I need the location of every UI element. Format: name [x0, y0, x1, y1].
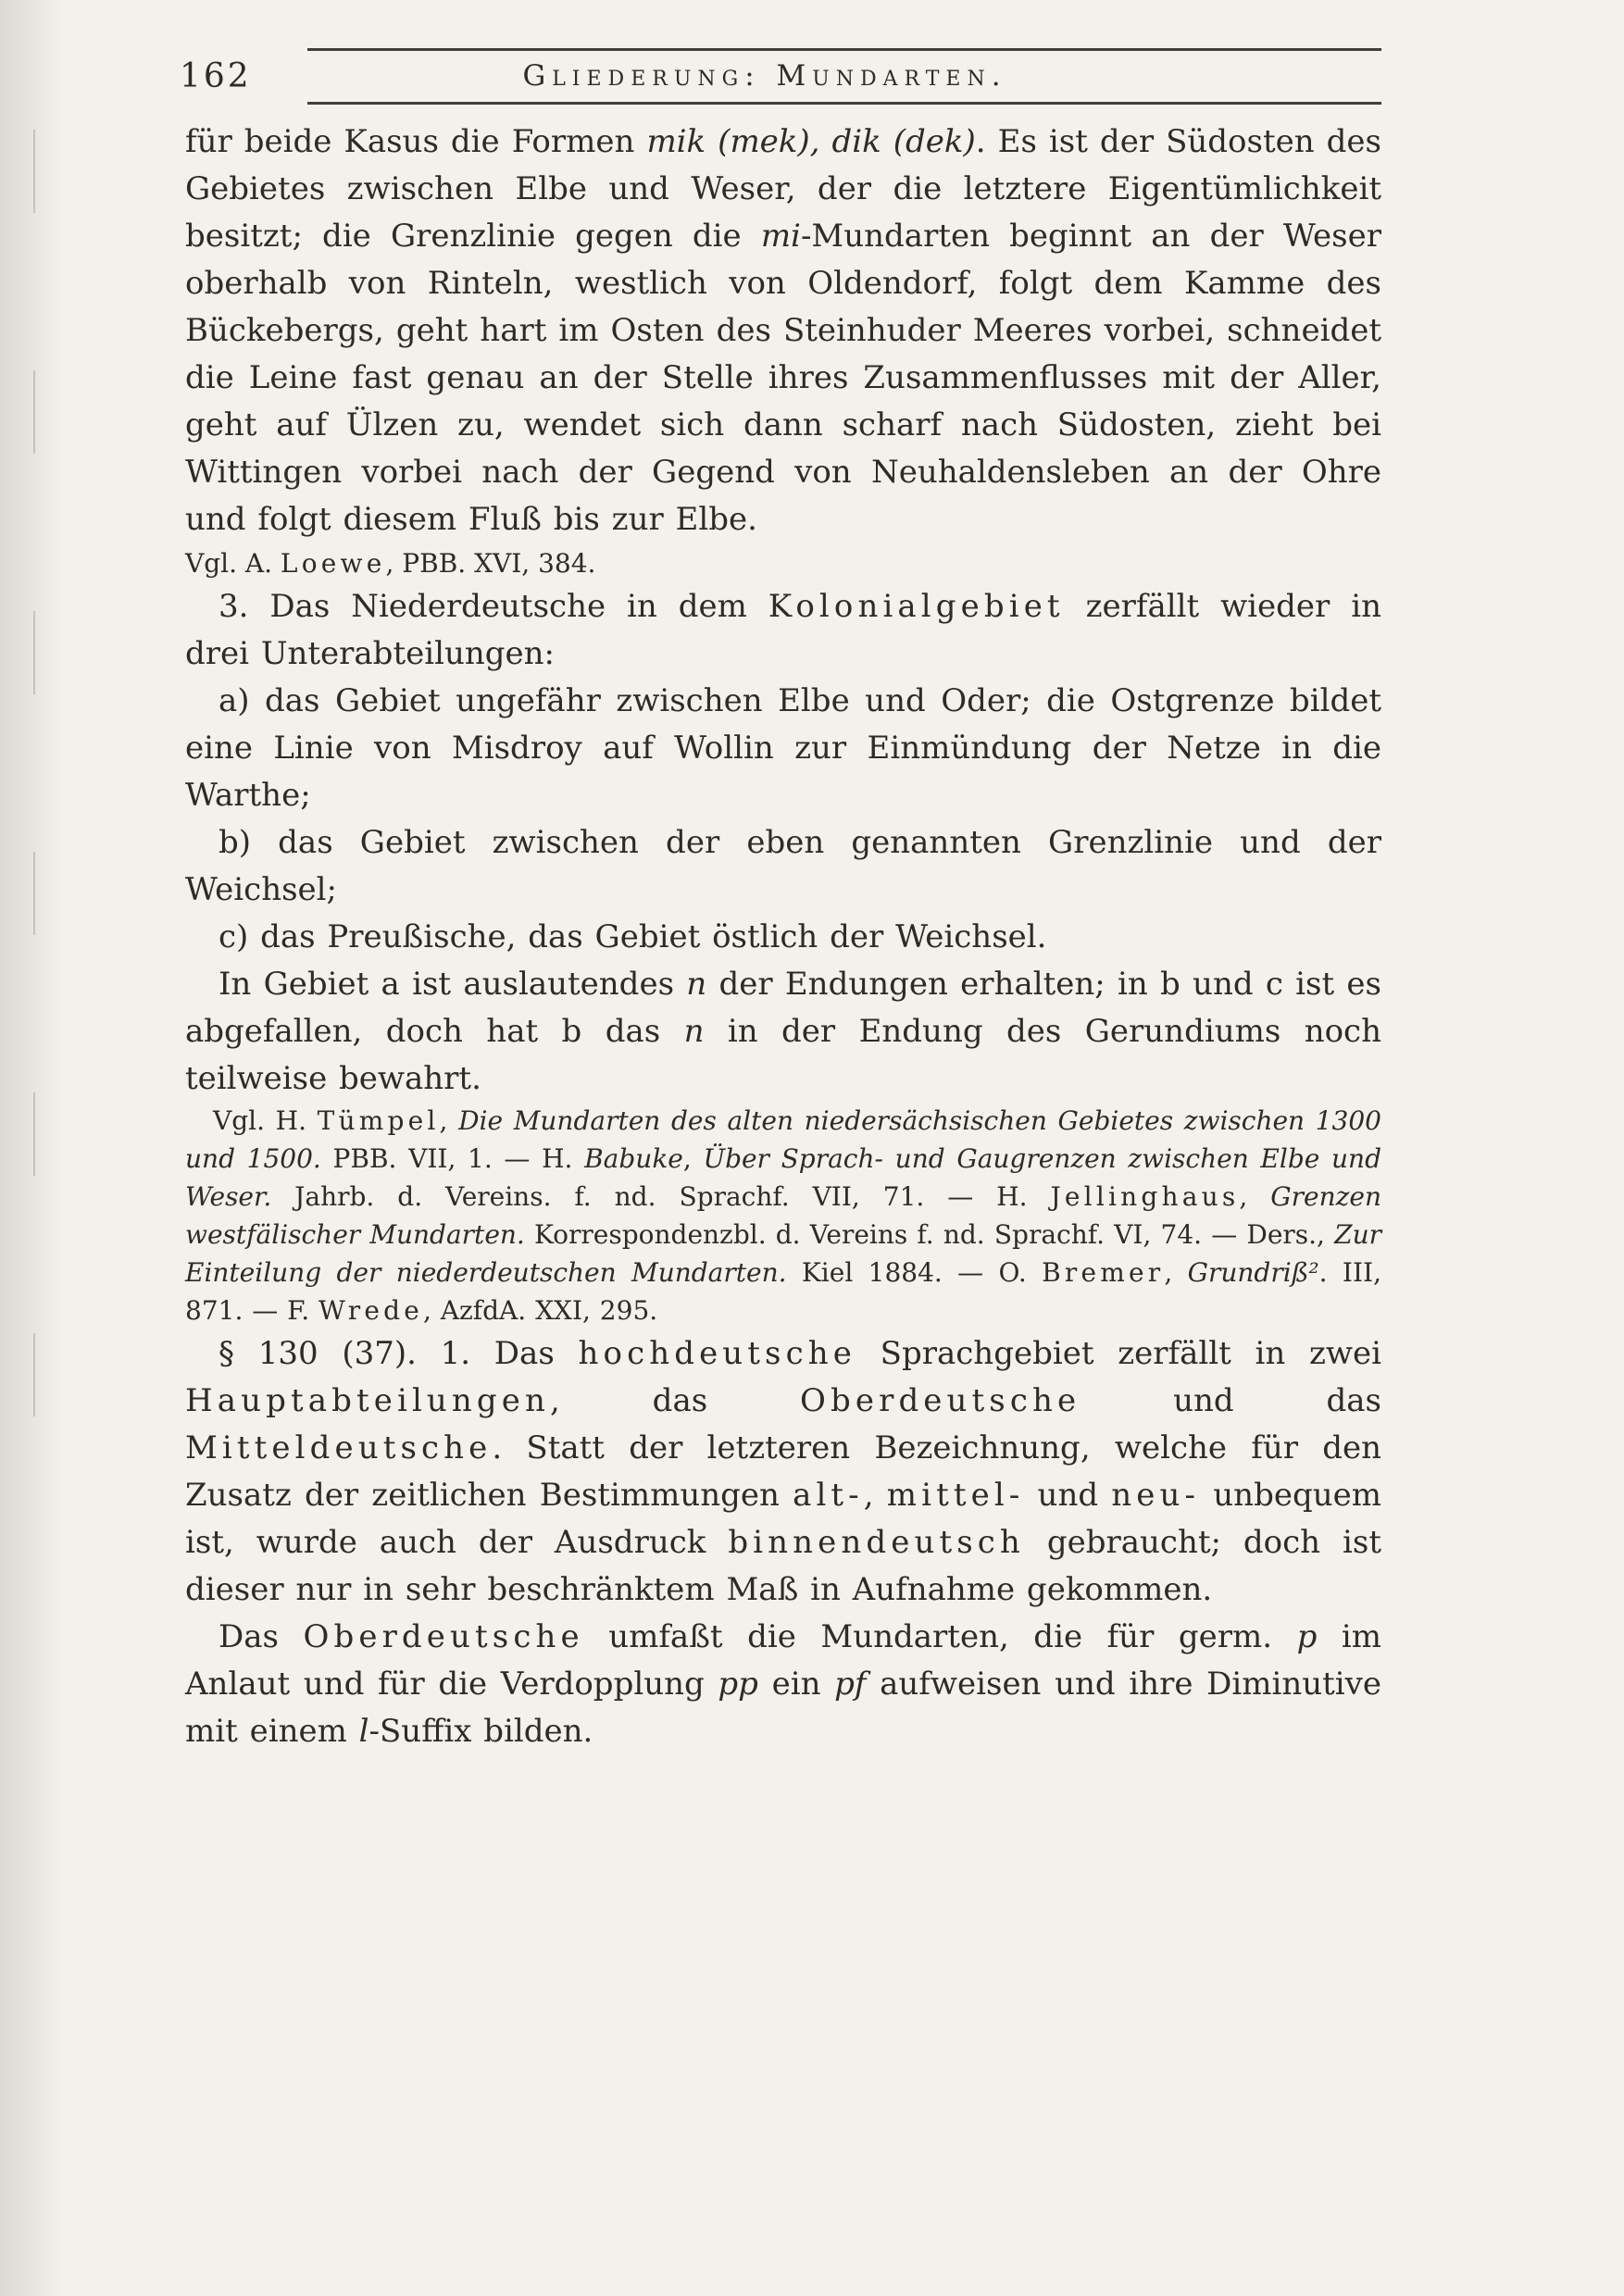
- paragraph: [185, 543, 1381, 583]
- text-run: aufweisen und ihre Diminutive mit einem: [185, 1665, 1381, 1750]
- paragraph: [185, 914, 1381, 961]
- text-run: . III, 871. — F.: [185, 1256, 1381, 1326]
- paragraph: [185, 583, 1381, 678]
- italic-run: Die Mundarten des alten niedersächsischen Gebietes zwischen 1300 und 1500.: [185, 1105, 1381, 1175]
- italic-run: Zur Einteilung der niederdeutschen Mundarten.: [185, 1219, 1381, 1288]
- text-run: im Anlaut und für die Verdopplung: [185, 1617, 1381, 1703]
- letterspaced-run: Bremer: [1042, 1256, 1165, 1288]
- italic-run: l: [358, 1712, 369, 1750]
- text-run: PBB. VII, 1. — H.: [320, 1143, 585, 1175]
- running-title: Gliederung: Mundarten.: [522, 59, 1007, 93]
- italic-run: mi: [760, 218, 801, 255]
- letterspaced-run: Oberdeutsche: [800, 1381, 1081, 1419]
- text-run: gebraucht; doch ist dieser nur in sehr beschränktem Maß in Aufnahme gekommen.: [185, 1523, 1381, 1608]
- paragraph: [185, 678, 1381, 819]
- text-run: Kiel 1884. — O.: [786, 1256, 1043, 1288]
- text-run: c) das Preußische, das Gebiet östlich der Weichsel.: [219, 918, 1047, 956]
- paragraph: [185, 1330, 1381, 1614]
- text-run: zerfällt wieder in drei Unterabteilungen:: [185, 588, 1381, 673]
- text-run: -Mundarten beginnt an der Weser oberhalb von Rinteln, westlich von Oldendorf, folgt dem Kamme des Bückebergs, geht hart im Osten des Steinhuder Meeres vorbei, schneidet die Leine fast genau an der Stelle ihres Zusammenflusses mit der Aller, geht auf Ülzen zu, wendet sich dann scharf nach Südosten, zieht bei Wittingen vorbei nach der Gegend von Neuhaldensleben an der Ohre und folgt diesem Fluß bis zur Elbe.: [185, 218, 1381, 538]
- paragraph: [185, 1614, 1381, 1755]
- text-run: ein: [757, 1665, 835, 1703]
- page-number: 162: [180, 57, 252, 95]
- header-rule-bottom: [307, 102, 1381, 105]
- letterspaced-run: Tümpel: [317, 1105, 440, 1137]
- letterspaced-run: Loewe: [280, 548, 386, 579]
- text-run: umfaßt die Mundarten, die für germ.: [583, 1617, 1297, 1655]
- italic-run: pf: [834, 1665, 867, 1703]
- text-run: § 130 (37). 1. Das: [219, 1334, 579, 1372]
- text-run: b) das Gebiet zwischen der eben genannten Grenzlinie und der Weichsel;: [185, 824, 1381, 909]
- letterspaced-run: Jellinghaus: [1050, 1181, 1240, 1213]
- letterspaced-run: Oberdeutsche: [303, 1617, 584, 1655]
- text-run: ,: [1239, 1181, 1271, 1213]
- text-run: 3. Das Niederdeutsche in dem: [219, 588, 768, 626]
- text-run: in der Endung des Gerundiums noch teilweise bewahrt.: [185, 1013, 1381, 1098]
- text-run: Korrespondenzbl. d. Vereins f. nd. Sprachf. VI, 74. — Ders.,: [524, 1219, 1335, 1251]
- text-run: -Suffix bilden.: [369, 1712, 593, 1750]
- text-run: Vgl. A.: [185, 548, 281, 579]
- italic-run: n: [686, 966, 707, 1004]
- text-run: Sprachgebiet zerfällt in zwei: [856, 1334, 1381, 1372]
- letterspaced-run: Mitteldeutsche: [185, 1429, 493, 1466]
- scan-artifact-line: [33, 130, 35, 1426]
- running-header: [180, 43, 1381, 111]
- letterspaced-run: hochdeutsche: [578, 1334, 856, 1372]
- binding-shadow: [0, 0, 65, 2296]
- italic-run: n: [683, 1013, 705, 1051]
- letterspaced-run: Hauptabteilungen: [185, 1381, 550, 1419]
- text-run: Das: [219, 1617, 304, 1655]
- text-run: Vgl. H.: [213, 1105, 318, 1137]
- italic-run: Grenzen westfälischer Mundarten.: [185, 1181, 1381, 1251]
- text-run: unbequem ist, wurde auch der Ausdruck: [185, 1476, 1381, 1561]
- text-run: und: [1024, 1476, 1112, 1514]
- letterspaced-run: neu-: [1111, 1476, 1201, 1514]
- italic-run: pp: [718, 1665, 758, 1703]
- text-run: und das: [1081, 1381, 1381, 1419]
- paragraph: [185, 961, 1381, 1103]
- italic-run: Babuke: [584, 1143, 683, 1175]
- text-run: ,: [682, 1143, 704, 1175]
- italic-run: mik (mek), dik (dek): [646, 123, 976, 160]
- text-run: In Gebiet a ist auslautendes: [219, 966, 687, 1004]
- italic-run: Über Sprach- und Gaugrenzen zwischen Elbe und Weser.: [185, 1143, 1381, 1213]
- text-run: der Endungen erhalten; in b und c ist es abgefallen, doch hat b das: [185, 966, 1381, 1051]
- letterspaced-run: mittel-: [886, 1476, 1025, 1514]
- paragraph: [185, 1103, 1381, 1329]
- letterspaced-run: Kolonialgebiet: [768, 588, 1065, 626]
- text-column: [185, 119, 1381, 1755]
- italic-run: p: [1296, 1617, 1318, 1655]
- text-run: , AzfdA. XXI, 295.: [423, 1294, 658, 1326]
- text-run: ,: [439, 1105, 459, 1137]
- letterspaced-run: binnendeutsch: [728, 1523, 1025, 1561]
- paragraph: [185, 819, 1381, 914]
- text-run: . Statt der letzteren Bezeichnung, welche für den Zusatz der zeitlichen Bestimmungen: [185, 1429, 1381, 1514]
- text-run: für beide Kasus die Formen: [185, 123, 647, 160]
- text-run: . Es ist der Südosten des Gebietes zwischen Elbe und Weser, der die letztere Eigentümlichkeit besitzt; die Grenzlinie gegen die: [185, 123, 1382, 255]
- letterspaced-run: alt-: [793, 1476, 864, 1514]
- text-run: , PBB. XVI, 384.: [385, 548, 596, 579]
- letterspaced-run: Wrede: [319, 1294, 423, 1326]
- text-run: , das: [550, 1381, 801, 1419]
- text-run: ,: [1164, 1256, 1188, 1288]
- text-run: ,: [863, 1476, 887, 1514]
- text-run: Jahrb. d. Vereins. f. nd. Sprachf. VII, 71. — H.: [271, 1181, 1051, 1213]
- paragraph: [185, 119, 1381, 543]
- header-rule-top: [307, 48, 1381, 51]
- italic-run: Grundriß²: [1187, 1256, 1319, 1288]
- text-run: a) das Gebiet ungefähr zwischen Elbe und Oder; die Ostgrenze bildet eine Linie von Misdroy auf Wollin zur Einmündung der Netze in die Warthe;: [185, 682, 1381, 815]
